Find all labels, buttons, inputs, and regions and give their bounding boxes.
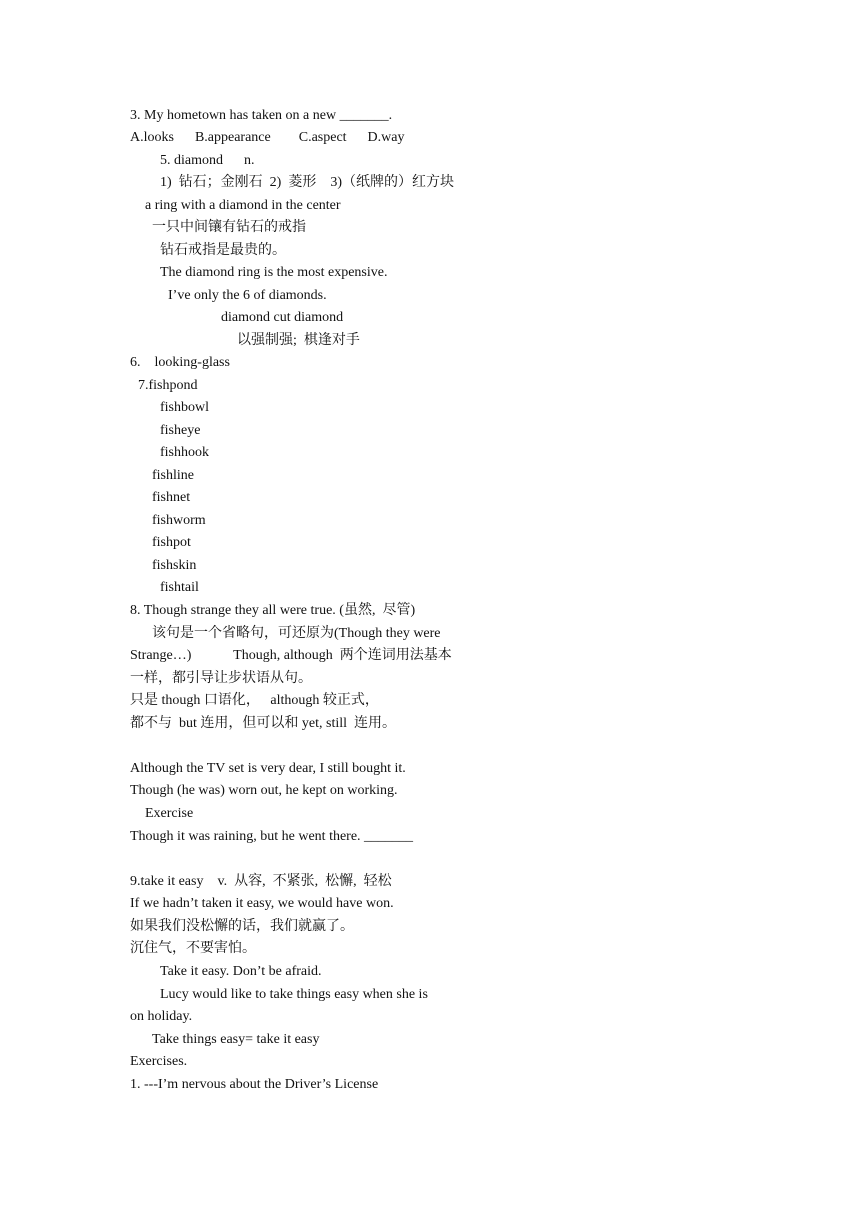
text-line: A.looks B.appearance C.aspect D.way <box>130 130 405 145</box>
text-line: 6. looking-glass <box>130 355 230 370</box>
text-line: 一只中间镶有钻石的戒指 <box>152 220 306 235</box>
text-line: fishline <box>152 468 194 483</box>
text-line: fishhook <box>160 445 209 460</box>
text-line: fisheye <box>160 423 201 438</box>
text-line: 以强制强; 棋逢对手 <box>237 333 360 348</box>
text-line: The diamond ring is the most expensive. <box>160 265 388 280</box>
text-line: fishbowl <box>160 400 209 415</box>
text-line: Though it was raining, but he went there. _______ <box>130 829 414 844</box>
text-line: Exercises. <box>130 1054 188 1069</box>
text-line: Lucy would like to take things easy when she is <box>160 987 428 1002</box>
text-line: 只是 though 口语化， although 较正式， <box>130 693 379 708</box>
text-line: Strange…) Though, although 两个连词用法基本 <box>130 648 452 663</box>
text-line: fishtail <box>160 580 199 595</box>
text-line: If we hadn’t taken it easy, we would have won. <box>130 896 394 911</box>
text-line: 钻石戒指是最贵的。 <box>160 243 286 258</box>
text-line: Exercise <box>145 806 194 821</box>
text-line: fishnet <box>152 490 191 505</box>
text-line: Although the TV set is very dear, I still bought it. <box>130 761 406 776</box>
text-line: 8. Though strange they all were true. (虽然, 尽管) <box>130 603 416 618</box>
text-line: 7.fishpond <box>138 378 198 393</box>
text-line: fishpot <box>152 535 191 550</box>
text-line: a ring with a diamond in the center <box>145 198 341 213</box>
text-line: Take it easy. Don’t be afraid. <box>160 964 322 979</box>
text-line: 一样，都引导让步状语从句。 <box>130 671 312 686</box>
text-line: on holiday. <box>130 1009 193 1024</box>
text-line: 如果我们没松懈的话，我们就赢了。 <box>130 919 354 934</box>
text-line: I’ve only the 6 of diamonds. <box>168 288 327 303</box>
text-line: Take things easy= take it easy <box>152 1032 320 1047</box>
text-line: 该句是一个省略句，可还原为(Though they were <box>152 626 441 641</box>
text-line: 都不与 but 连用，但可以和 yet, still 连用。 <box>130 716 396 731</box>
text-line: fishworm <box>152 513 206 528</box>
text-line: 1) 钻石；金刚石 2) 菱形 3)（纸牌的）红方块 <box>160 175 454 190</box>
text-line: 9.take it easy v. 从容, 不紧张, 松懈, 轻松 <box>130 874 392 889</box>
text-line: diamond cut diamond <box>221 310 344 325</box>
text-line: 沉住气，不要害怕。 <box>130 941 256 956</box>
text-line: fishskin <box>152 558 197 573</box>
text-line: 5. diamond n. <box>160 153 255 168</box>
text-line: Though (he was) worn out, he kept on working. <box>130 783 398 798</box>
text-line: 3. My hometown has taken on a new _______. <box>130 108 393 123</box>
text-line: 1. ---I’m nervous about the Driver’s License <box>130 1077 379 1092</box>
